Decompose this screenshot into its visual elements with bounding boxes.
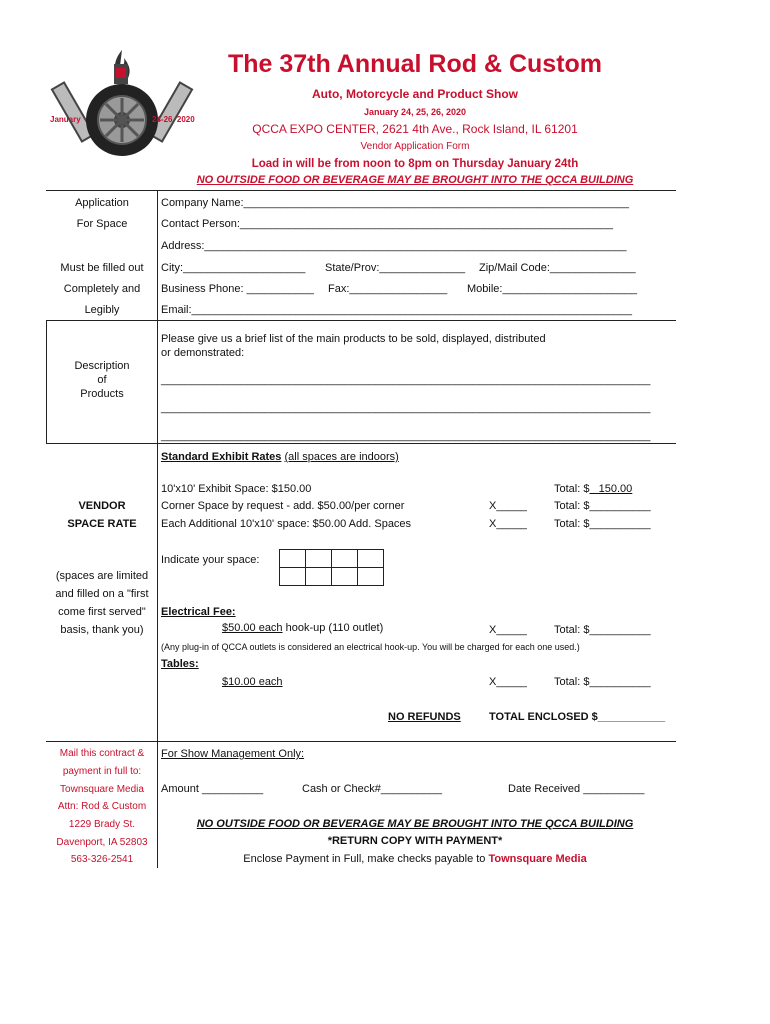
rate-total-value: 150.00 <box>589 483 633 495</box>
limited-note: and filled on a "first <box>55 588 149 600</box>
quantity-field[interactable]: X_____ <box>489 518 527 530</box>
space-grid[interactable] <box>279 549 384 586</box>
quantity-field[interactable]: X_____ <box>489 500 527 512</box>
limited-note: come first served" <box>58 606 146 618</box>
logo-graphic <box>48 42 196 172</box>
mail-instructions: Mail this contract & <box>59 748 145 759</box>
load-in-notice: Load in will be from noon to 8pm on Thursday January 24th <box>251 158 579 170</box>
application-label: Application <box>75 197 129 209</box>
limited-note: basis, thank you) <box>60 624 144 636</box>
rate-line: Corner Space by request - add. $50.00/per corner <box>161 500 405 512</box>
subtitle: Auto, Motorcycle and Product Show <box>311 87 518 101</box>
electrical-price: $50.00 each <box>222 622 283 634</box>
application-label: Must be filled out <box>60 262 144 274</box>
vendor-label: SPACE RATE <box>67 518 137 530</box>
tables-heading: Tables: <box>161 658 199 670</box>
rates-heading <box>161 451 399 463</box>
contact-person-field[interactable]: Contact Person:_____________________________________________________________ <box>161 218 614 230</box>
products-prompt: Please give us a brief list of the main products to be sold, displayed, distributed <box>161 333 546 345</box>
divider <box>46 190 676 191</box>
total-field[interactable]: Total: $__________ <box>554 500 651 512</box>
space-cell[interactable] <box>358 568 384 586</box>
mail-instructions: payment in full to: <box>62 766 142 777</box>
address-field[interactable]: Address:_____________________________________________________________________ <box>161 240 627 252</box>
products-line[interactable]: ________________________________________________________________________________ <box>161 402 651 414</box>
date-received-field[interactable]: Date Received __________ <box>508 783 645 795</box>
amount-field[interactable]: Amount __________ <box>161 783 264 795</box>
application-label: Completely and <box>63 283 141 295</box>
electrical-note: (Any plug-in of QCCA outlets is considered an electrical hook-up. You will be charged for each one used.) <box>161 642 580 652</box>
divider <box>46 320 676 321</box>
description-label: Description <box>74 360 130 372</box>
rate-line: Each Additional 10'x10' space: $50.00 Add. Spaces <box>161 518 412 530</box>
no-refunds: NO REFUNDS <box>388 711 461 723</box>
venue: QCCA EXPO CENTER, 2621 4th Ave., Rock Island, IL 61201 <box>252 122 578 136</box>
application-label: Legibly <box>84 304 120 316</box>
description-label: Products <box>80 388 124 400</box>
space-cell[interactable] <box>280 550 306 568</box>
total-field[interactable]: Total: $__________ <box>554 518 651 530</box>
enclose-text: Enclose Payment in Full, make checks payable to <box>243 853 489 865</box>
products-line[interactable]: ________________________________________________________________________________ <box>161 430 651 442</box>
rate-total[interactable] <box>554 483 632 495</box>
products-prompt: or demonstrated: <box>161 347 245 359</box>
description-label: of <box>97 374 107 386</box>
space-cell[interactable] <box>306 550 332 568</box>
city-field[interactable]: City:____________________ <box>161 262 306 274</box>
rates-heading-note: (all spaces are indoors) <box>284 451 399 463</box>
return-copy-notice: *RETURN COPY WITH PAYMENT* <box>327 835 503 847</box>
enclose-payment <box>160 853 670 865</box>
quantity-field[interactable]: X_____ <box>489 676 527 688</box>
indicate-space-label: Indicate your space: <box>161 554 260 566</box>
space-cell[interactable] <box>280 568 306 586</box>
divider <box>46 320 47 443</box>
total-enclosed-field[interactable]: TOTAL ENCLOSED $___________ <box>489 711 666 723</box>
company-name-field[interactable]: Company Name:_______________________________________________________________ <box>161 197 629 209</box>
management-heading: For Show Management Only: <box>161 748 305 760</box>
mail-instructions: 1229 Brady St. <box>68 819 136 830</box>
tables-price: $10.00 each <box>222 676 283 688</box>
quantity-field[interactable]: X_____ <box>489 624 527 636</box>
mail-instructions: 563-326-2541 <box>70 854 134 865</box>
mail-instructions: Attn: Rod & Custom <box>57 801 147 812</box>
total-field[interactable]: Total: $__________ <box>554 624 651 636</box>
email-field[interactable]: Email:________________________________________________________________________ <box>161 304 633 316</box>
electrical-line <box>222 622 383 634</box>
space-cell[interactable] <box>332 568 358 586</box>
vendor-label: VENDOR <box>78 500 126 512</box>
zip-field[interactable]: Zip/Mail Code:______________ <box>479 262 636 274</box>
payee-name: Townsquare Media <box>488 853 587 865</box>
mail-instructions: Davenport, IA 52803 <box>56 837 148 848</box>
products-line[interactable]: ________________________________________________________________________________ <box>161 374 651 386</box>
divider <box>46 443 676 444</box>
limited-note: (spaces are limited <box>55 570 149 582</box>
electrical-desc: hook-up (110 outlet) <box>282 622 384 634</box>
form-name: Vendor Application Form <box>360 141 470 152</box>
space-cell[interactable] <box>306 568 332 586</box>
column-divider <box>157 190 158 868</box>
footer-no-food: NO OUTSIDE FOOD OR BEVERAGE MAY BE BROUGHT INTO THE QCCA BUILDING <box>196 818 634 830</box>
no-food-notice: NO OUTSIDE FOOD OR BEVERAGE MAY BE BROUGHT INTO THE QCCA BUILDING <box>196 174 634 186</box>
total-field[interactable]: Total: $__________ <box>554 676 651 688</box>
divider <box>46 741 676 742</box>
event-logo <box>48 42 196 172</box>
fax-field[interactable]: Fax:________________ <box>328 283 448 295</box>
cash-check-field[interactable]: Cash or Check#__________ <box>302 783 443 795</box>
rates-heading-title: Standard Exhibit Rates <box>161 451 282 463</box>
electrical-heading: Electrical Fee: <box>161 606 236 618</box>
business-phone-field[interactable]: Business Phone: ___________ <box>161 283 314 295</box>
page-title: The 37th Annual Rod & Custom <box>227 50 603 78</box>
event-dates: January 24, 25, 26, 2020 <box>363 107 467 117</box>
mail-instructions: Townsquare Media <box>60 784 144 795</box>
mobile-field[interactable]: Mobile:______________________ <box>467 283 638 295</box>
space-cell[interactable] <box>358 550 384 568</box>
state-field[interactable]: State/Prov:______________ <box>325 262 466 274</box>
rate-line: 10'x10' Exhibit Space: $150.00 <box>161 483 312 495</box>
logo-left-text: January <box>50 115 81 124</box>
space-cell[interactable] <box>332 550 358 568</box>
application-label: For Space <box>76 218 128 230</box>
rate-total-label: Total: $ <box>554 483 590 495</box>
logo-right-text: 24-26, 2020 <box>152 115 195 124</box>
